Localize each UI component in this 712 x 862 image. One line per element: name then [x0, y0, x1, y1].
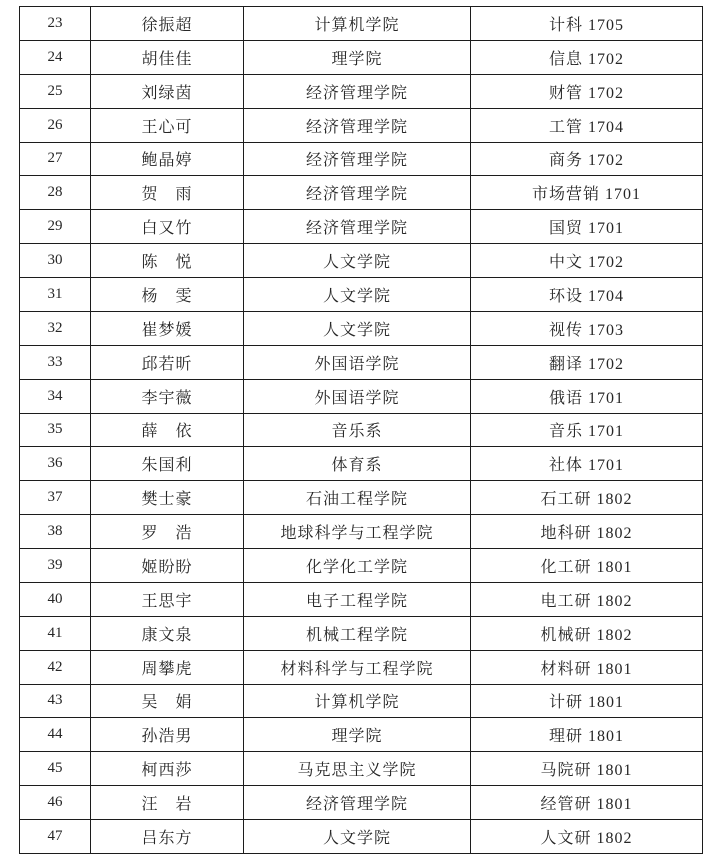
student-name-cell: 胡佳佳: [91, 40, 244, 74]
student-name-cell: 柯西莎: [91, 752, 244, 786]
row-number-cell: 32: [20, 311, 91, 345]
row-number-cell: 37: [20, 481, 91, 515]
student-name-cell: 邱若昕: [91, 345, 244, 379]
class-name-cell: 化工研 1801: [471, 549, 703, 583]
college-cell: 地球科学与工程学院: [244, 515, 471, 549]
college-cell: 马克思主义学院: [244, 752, 471, 786]
college-cell: 音乐系: [244, 413, 471, 447]
class-name-cell: 国贸 1701: [471, 210, 703, 244]
college-cell: 人文学院: [244, 820, 471, 854]
table-row: [20, 718, 703, 752]
row-number-cell: 45: [20, 752, 91, 786]
row-number-cell: 24: [20, 40, 91, 74]
row-number-cell: 33: [20, 345, 91, 379]
row-number-cell: 39: [20, 549, 91, 583]
student-name-cell: 杨 雯: [91, 278, 244, 312]
college-cell: 人文学院: [244, 311, 471, 345]
college-cell: 材料科学与工程学院: [244, 650, 471, 684]
college-cell: 经济管理学院: [244, 210, 471, 244]
table-row: [20, 40, 703, 74]
college-cell: 化学化工学院: [244, 549, 471, 583]
table-row: [20, 413, 703, 447]
college-cell: 经济管理学院: [244, 74, 471, 108]
table-row: [20, 515, 703, 549]
class-name-cell: 材料研 1801: [471, 650, 703, 684]
row-number-cell: 29: [20, 210, 91, 244]
student-name-cell: 樊士豪: [91, 481, 244, 515]
college-cell: 电子工程学院: [244, 582, 471, 616]
row-number-cell: 26: [20, 108, 91, 142]
college-cell: 石油工程学院: [244, 481, 471, 515]
table-row: [20, 481, 703, 515]
college-cell: 体育系: [244, 447, 471, 481]
table-row: [20, 650, 703, 684]
class-name-cell: 视传 1703: [471, 311, 703, 345]
table-row: [20, 786, 703, 820]
student-name-cell: 贺 雨: [91, 176, 244, 210]
college-cell: 外国语学院: [244, 345, 471, 379]
college-cell: 计算机学院: [244, 684, 471, 718]
student-name-cell: 崔梦媛: [91, 311, 244, 345]
class-name-cell: 电工研 1802: [471, 582, 703, 616]
class-name-cell: 工管 1704: [471, 108, 703, 142]
class-name-cell: 理研 1801: [471, 718, 703, 752]
student-name-cell: 孙浩男: [91, 718, 244, 752]
class-name-cell: 翻译 1702: [471, 345, 703, 379]
student-name-cell: 汪 岩: [91, 786, 244, 820]
student-name-cell: 王心可: [91, 108, 244, 142]
row-number-cell: 43: [20, 684, 91, 718]
row-number-cell: 36: [20, 447, 91, 481]
row-number-cell: 23: [20, 7, 91, 41]
class-name-cell: 音乐 1701: [471, 413, 703, 447]
row-number-cell: 46: [20, 786, 91, 820]
student-name-cell: 李宇薇: [91, 379, 244, 413]
row-number-cell: 44: [20, 718, 91, 752]
row-number-cell: 42: [20, 650, 91, 684]
college-cell: 机械工程学院: [244, 616, 471, 650]
table-row: [20, 278, 703, 312]
class-name-cell: 马院研 1801: [471, 752, 703, 786]
table-row: [20, 108, 703, 142]
table-row: [20, 582, 703, 616]
student-name-cell: 白又竹: [91, 210, 244, 244]
table-row: [20, 244, 703, 278]
class-name-cell: 机械研 1802: [471, 616, 703, 650]
table-row: [20, 210, 703, 244]
college-cell: 计算机学院: [244, 7, 471, 41]
table-row: [20, 616, 703, 650]
table-row: [20, 752, 703, 786]
college-cell: 理学院: [244, 718, 471, 752]
student-name-cell: 康文泉: [91, 616, 244, 650]
table-row: [20, 549, 703, 583]
class-name-cell: 市场营销 1701: [471, 176, 703, 210]
row-number-cell: 40: [20, 582, 91, 616]
table-row: [20, 447, 703, 481]
student-name-cell: 周攀虎: [91, 650, 244, 684]
class-name-cell: 经管研 1801: [471, 786, 703, 820]
row-number-cell: 47: [20, 820, 91, 854]
row-number-cell: 25: [20, 74, 91, 108]
college-cell: 外国语学院: [244, 379, 471, 413]
table-row: [20, 684, 703, 718]
row-number-cell: 35: [20, 413, 91, 447]
class-name-cell: 信息 1702: [471, 40, 703, 74]
class-name-cell: 计科 1705: [471, 7, 703, 41]
student-name-cell: 陈 悦: [91, 244, 244, 278]
class-name-cell: 地科研 1802: [471, 515, 703, 549]
college-cell: 经济管理学院: [244, 108, 471, 142]
college-cell: 人文学院: [244, 278, 471, 312]
student-name-cell: 王思宇: [91, 582, 244, 616]
row-number-cell: 41: [20, 616, 91, 650]
college-cell: 经济管理学院: [244, 786, 471, 820]
row-number-cell: 27: [20, 142, 91, 176]
college-cell: 经济管理学院: [244, 142, 471, 176]
table-row: [20, 7, 703, 41]
class-name-cell: 俄语 1701: [471, 379, 703, 413]
class-name-cell: 石工研 1802: [471, 481, 703, 515]
student-name-cell: 刘绿茵: [91, 74, 244, 108]
class-name-cell: 财管 1702: [471, 74, 703, 108]
class-name-cell: 环设 1704: [471, 278, 703, 312]
table-row: [20, 379, 703, 413]
row-number-cell: 28: [20, 176, 91, 210]
table-row: [20, 345, 703, 379]
student-name-cell: 吴 娟: [91, 684, 244, 718]
student-name-cell: 罗 浩: [91, 515, 244, 549]
class-name-cell: 中文 1702: [471, 244, 703, 278]
student-name-cell: 徐振超: [91, 7, 244, 41]
student-name-cell: 薛 依: [91, 413, 244, 447]
row-number-cell: 38: [20, 515, 91, 549]
table-row: [20, 820, 703, 854]
class-name-cell: 社体 1701: [471, 447, 703, 481]
table-row: [20, 74, 703, 108]
row-number-cell: 31: [20, 278, 91, 312]
table-row: [20, 142, 703, 176]
row-number-cell: 34: [20, 379, 91, 413]
table-row: [20, 176, 703, 210]
class-name-cell: 计研 1801: [471, 684, 703, 718]
student-name-cell: 鲍晶婷: [91, 142, 244, 176]
class-name-cell: 人文研 1802: [471, 820, 703, 854]
college-cell: 理学院: [244, 40, 471, 74]
student-name-cell: 朱国利: [91, 447, 244, 481]
student-roster-table: [19, 6, 703, 854]
student-name-cell: 吕东方: [91, 820, 244, 854]
row-number-cell: 30: [20, 244, 91, 278]
student-roster-body: [20, 7, 703, 854]
class-name-cell: 商务 1702: [471, 142, 703, 176]
table-row: [20, 311, 703, 345]
college-cell: 人文学院: [244, 244, 471, 278]
student-name-cell: 姬盼盼: [91, 549, 244, 583]
college-cell: 经济管理学院: [244, 176, 471, 210]
